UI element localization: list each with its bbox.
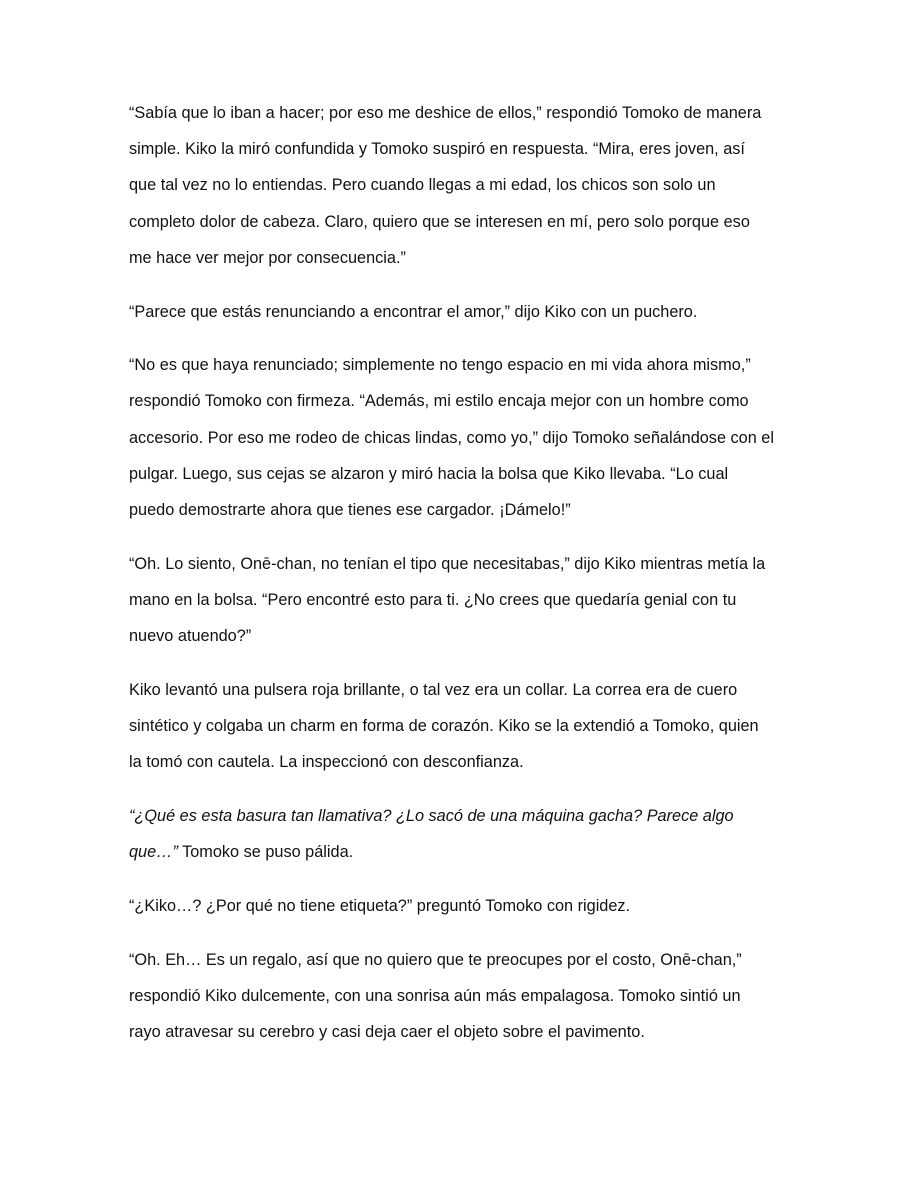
paragraph-5	[129, 672, 774, 781]
paragraph-6-text: Tomoko se puso pálida.	[177, 843, 354, 862]
paragraph-2-text: “Parece que estás renunciando a encontrar el amor,” dijo Kiko con un puchero.	[129, 302, 698, 321]
paragraph-8-text: “Oh. Eh… Es un regalo, así que no quiero que te preocupes por el costo, Onē-chan,” respondió Kiko dulcemente, con una sonrisa aún más empalagosa. Tomoko sintió un rayo atravesar su cerebro y casi deja caer el objeto sobre el pavimento.	[129, 950, 742, 1041]
paragraph-3-text: “No es que haya renunciado; simplemente no tengo espacio en mi vida ahora mismo,” respondió Tomoko con firmeza. “Además, mi estilo encaja mejor con un hombre como accesorio. Por eso me rodeo de chicas lindas, como yo,” dijo Tomoko señalándose con el pulgar. Luego, sus cejas se alzaron y miró hacia la bolsa que Kiko llevaba. “Lo cual puedo demostrarte ahora que tienes ese cargador. ¡Dámelo!”	[129, 356, 774, 520]
paragraph-1	[129, 95, 774, 276]
paragraph-7-text: “¿Kiko…? ¿Por qué no tiene etiqueta?” preguntó Tomoko con rigidez.	[129, 896, 631, 915]
story-text-body	[129, 95, 774, 1050]
paragraph-5-text: Kiko levantó una pulsera roja brillante, o tal vez era un collar. La correa era de cuero sintético y colgaba un charm en forma de corazón. Kiko se la extendió a Tomoko, quien la tomó con cautela. La inspeccionó con desconfianza.	[129, 680, 759, 772]
paragraph-4	[129, 546, 774, 655]
paragraph-8	[129, 942, 774, 1051]
paragraph-6	[129, 798, 774, 870]
paragraph-1-text: “Sabía que lo iban a hacer; por eso me deshice de ellos,” respondió Tomoko de manera simple. Kiko la miró confundida y Tomoko suspiró en respuesta. “Mira, eres joven, así que tal vez no lo entiendas. Pero cuando llegas a mi edad, los chicos son solo un completo dolor de cabeza. Claro, quiero que se interesen en mí, pero solo porque eso me hace ver mejor por consecuencia.”	[129, 104, 762, 267]
paragraph-6-italic-thought: “¿Qué es esta basura tan llamativa? ¿Lo sacó de una máquina gacha? Parece algo que…”	[129, 806, 734, 862]
paragraph-4-text: “Oh. Lo siento, Onē-chan, no tenían el tipo que necesitabas,” dijo Kiko mientras metía la mano en la bolsa. “Pero encontré esto para ti. ¿No crees que quedaría genial con tu nuevo atuendo?”	[129, 554, 766, 646]
paragraph-7	[129, 888, 774, 924]
paragraph-2	[129, 294, 774, 330]
paragraph-3	[129, 347, 774, 528]
